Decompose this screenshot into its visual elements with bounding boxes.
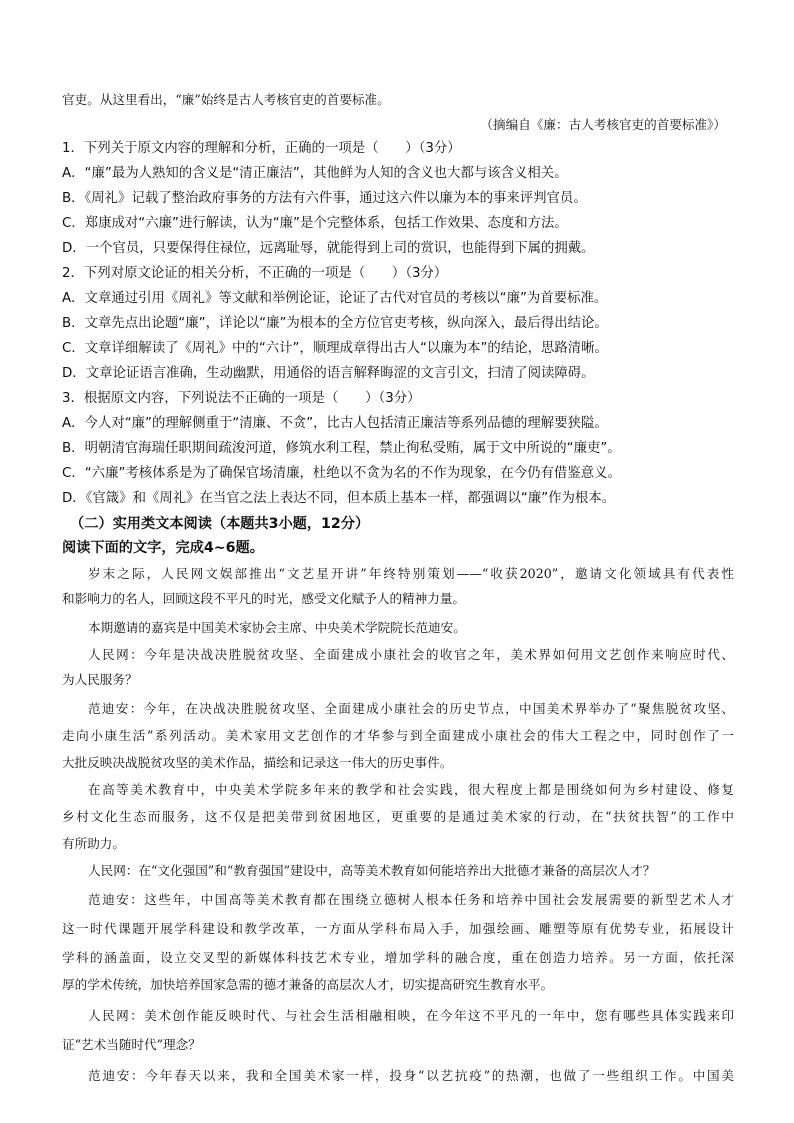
question-1-stem: 1．下列关于原文内容的理解和分析，正确的一项是（ ）（3分）: [62, 141, 461, 156]
question-2-option-d: D．文章论证语言准确，生动幽默，用通俗的语言解释晦涩的文言引文，扫清了阅读障碍。: [62, 366, 595, 381]
passage-line: 证“艺术当随时代”理念？: [62, 1037, 201, 1052]
passage-line: 岁末之际，人民网文娱部推出“文艺星开讲”年终特别策划——“收获2020”，邀请文化领域具有代表性: [88, 566, 734, 581]
question-3-option-d: D．《官箴》和《周礼》在当官之法上表达不同，但本质上基本一样，都强调以“廉”作为根本。: [62, 491, 616, 506]
passage-line: 本期邀请的嘉宾是中国美术家协会主席、中央美术学院院长范迪安。: [88, 620, 466, 635]
source-note: （摘编自《廉：古人考核官吏的首要标准》）: [480, 117, 726, 132]
passage-line: 范迪安：这些年，中国高等美术教育都在围绕立德树人根本任务和培养中国社会发展需要的新型艺术人才: [88, 892, 734, 907]
question-1-option-d: D．一个官员，只要保得住禄位，远离耻辱，就能得到上司的赏识，也能得到下属的拥戴。: [62, 241, 595, 256]
passage-line: 和影响力的名人，回顾这段不平凡的时光，感受文化赋予人的精神力量。: [62, 591, 465, 606]
question-3-option-b: B．明朝清官海瑞任职期间疏浚河道，修筑水利工程，禁止徇私受贿，属于文中所说的“廉吏”。: [62, 441, 621, 456]
passage-line: 为人民服务？: [62, 672, 138, 687]
passage-line: 范迪安：今年，在决战决胜脱贫攻坚、全面建成小康社会的历史节点，中国美术界举办了“聚焦脱贫攻坚、: [88, 701, 734, 716]
passage-line: 在高等美术教育中，中央美术学院多年来的教学和社会实践，很大程度上都是围绕如何为乡村建设、修复: [88, 782, 734, 797]
section-heading: （二）实用类文本阅读（本题共3小题，12分）: [70, 516, 370, 532]
passage-line: 学科的涵盖面，设立交叉型的新媒体科技艺术专业，增加学科的融合度，重在创造力培养。另一方面，依托深: [62, 950, 734, 965]
question-1-option-a: A．“廉”最为人熟知的含义是“清正廉洁”，其他鲜为人知的含义也大都与该含义相关。: [62, 166, 568, 181]
passage-line: 这一时代课题开展学科建设和教学改革，一方面从学科布局入手，加强绘画、雕塑等原有优势专业，拓展设计: [62, 921, 734, 936]
question-2-option-c: C．文章详细解读了《周礼》中的“六计”，顺理成章得出古人“以廉为本”的结论，思路清晰。: [62, 341, 608, 356]
passage-line: 人民网：美术创作能反映时代、与社会生活相融相映，在今年这不平凡的一年中，您有哪些具体实践来印: [88, 1008, 734, 1023]
passage-line: 乡村文化生态而服务，这不仅是把美带到贫困地区，更重要的是通过美术家的行动，在“扶贫扶智”的工作中: [62, 809, 734, 824]
passage-line: 厚的学术传统，加快培养国家急需的德才兼备的高层次人才，切实提高研究生教育水平。: [62, 977, 554, 992]
question-3-option-a: A．今人对“廉”的理解侧重于“清廉、不贪”，比古人包括清正廉洁等系列品德的理解要狭隘。: [62, 416, 608, 431]
question-3-stem: 3．根据原文内容，下列说法不正确的一项是（ ）（3分）: [62, 391, 421, 406]
carryover-text: 官吏。从这里看出，“廉”始终是古人考核官吏的首要标准。: [62, 92, 390, 107]
question-2-option-a: A．文章通过引用《周礼》等文献和举例论证，论证了古代对官员的考核以“廉”为首要标准。: [62, 291, 608, 306]
passage-line: 大批反映决战脱贫攻坚的美术作品，描绘和记录这一伟大的历史事件。: [62, 755, 453, 770]
question-2-stem: 2．下列对原文论证的相关分析，不正确的一项是（ ）（3分）: [62, 266, 448, 281]
question-1-option-c: C．郑康成对“六廉”进行解读，认为“廉”是个完整体系，包括工作效果、态度和方法。: [62, 216, 568, 231]
passage-line: 有所助力。: [62, 836, 125, 851]
passage-line: 人民网：在“文化强国”和“教育强国”建设中，高等美术教育如何能培养出大批德才兼备的高层次人才？: [88, 863, 656, 878]
reading-instruction: 阅读下面的文字，完成4~6题。: [62, 540, 264, 556]
question-3-option-c: C．“六廉”考核体系是为了确保官场清廉，杜绝以不贪为名的不作为现象，在今仍有借鉴意义。: [62, 466, 621, 481]
question-2-option-b: B．文章先点出论题“廉”，详论以“廉”为根本的全方位官吏考核，纵向深入，最后得出结论。: [62, 316, 608, 331]
passage-line: 走向小康生活”系列活动。美术家用文艺创作的才华参与到全面建成小康社会的伟大工程之中，同时创作了一: [62, 728, 734, 743]
passage-line: 范迪安：今年春天以来，我和全国美术家一样，投身“以艺抗疫”的热潮，也做了一些组织工作。中国美: [88, 1068, 734, 1083]
passage-line: 人民网：今年是决战决胜脱贫攻坚、全面建成小康社会的收官之年，美术界如何用文艺创作来响应时代、: [88, 647, 734, 662]
question-1-option-b: B．《周礼》记载了整治政府事务的方法有六件事，通过这六件以廉为本的事来评判官员。: [62, 191, 587, 206]
